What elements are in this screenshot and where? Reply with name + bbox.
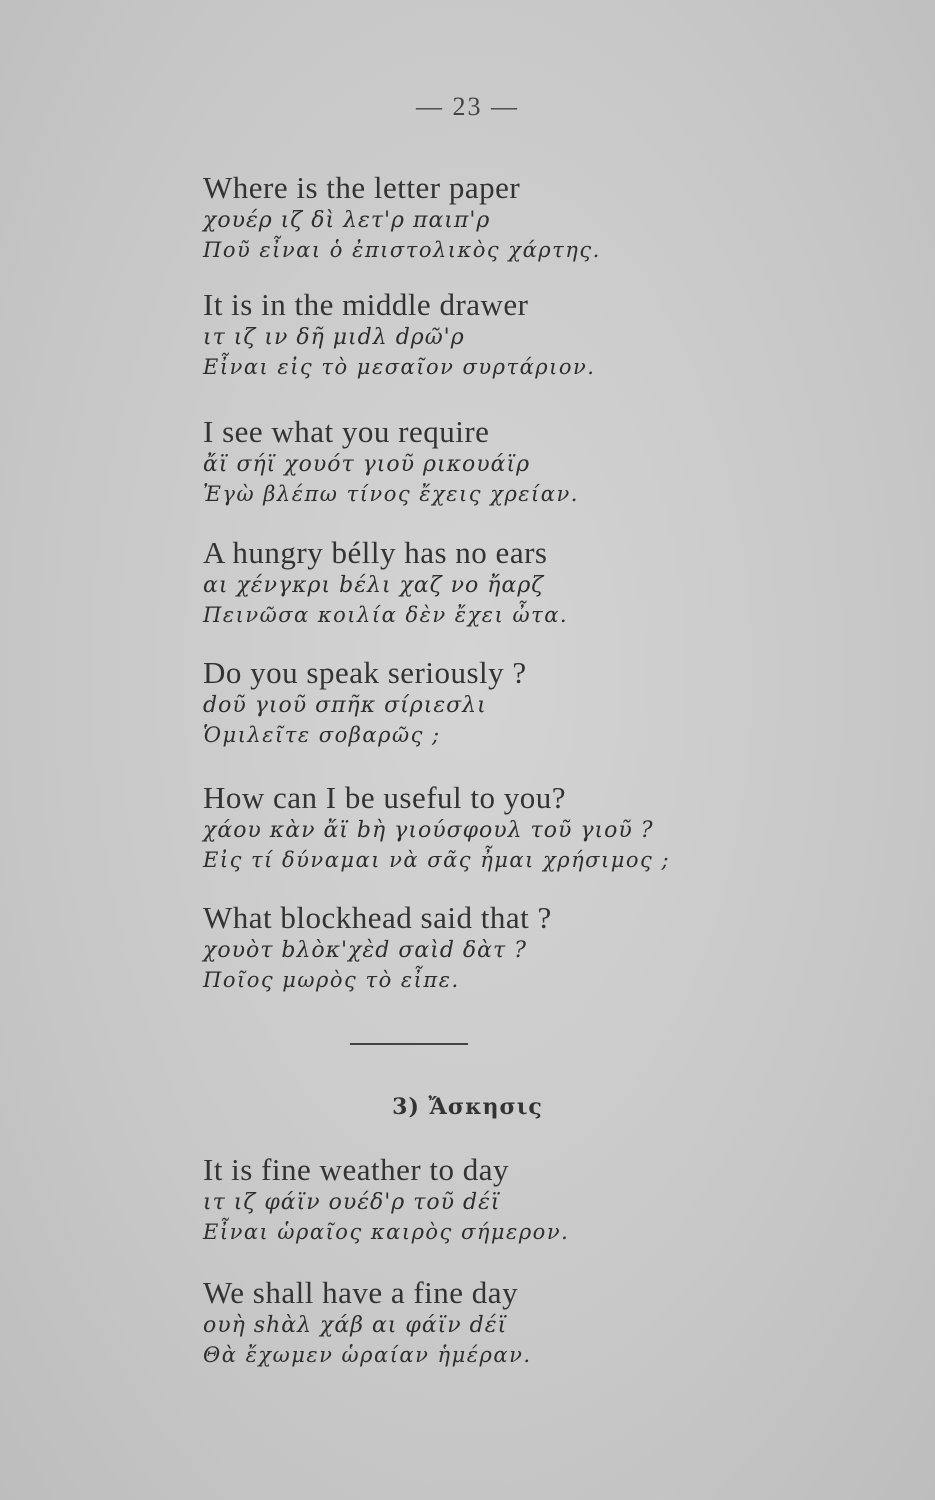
english-phrase: A hungry bélly has no ears [203,535,548,570]
english-phrase: I see what you require [203,414,490,449]
phrase-entry [203,170,663,264]
english-phrase: We shall have a fine day [203,1275,519,1310]
phrase-entry [203,655,663,749]
greek-translation: Ποῦ εἶναι ὁ ἐπιστολικὸς χάρτης. [203,238,601,262]
transliteration: dοῦ γιοῦ σπῆκ σίριεσλι [203,693,487,718]
greek-translation: Πεινῶσα κοιλία δὲν ἔχει ὦτα. [203,603,569,627]
phrase-entry [203,414,663,508]
greek-translation: Εἰς τί δύναμαι νὰ σᾶς ἦμαι χρήσιμος ; [203,848,671,872]
transliteration: ἄϊ σήϊ χουότ γιοῦ ρικουάϊρ [203,452,531,477]
transliteration: αι χένγκρι bέλι χαζ νο ἤαρζ [203,573,545,598]
greek-translation: Θὰ ἔχωμεν ὡραίαν ἡμέραν. [203,1343,532,1367]
greek-translation: Ποῖος μωρὸς τὸ εἶπε. [203,968,460,992]
section-divider [350,1043,468,1045]
phrase-entry [203,1275,663,1369]
section-heading: 3) Ἄσκησις [392,1094,543,1120]
english-phrase: What blockhead said that ? [203,900,552,935]
phrase-entry [203,535,663,629]
english-phrase: Do you speak seriously ? [203,655,527,690]
english-phrase: It is fine weather to day [203,1152,510,1187]
transliteration: χουέρ ιζ δὶ λετ'ρ παιπ'ρ [203,208,491,233]
transliteration: ουὴ shὰλ χάβ αι φάϊν dέϊ [203,1313,508,1338]
greek-translation: Ἐγὼ βλέπω τίνος ἔχεις χρείαν. [203,482,579,506]
english-phrase: It is in the middle drawer [203,287,529,322]
greek-translation: Ὁμιλεῖτε σοβαρῶς ; [203,723,441,747]
english-phrase: Where is the letter paper [203,170,521,205]
greek-translation: Εἶναι εἰς τὸ μεσαῖον συρτάριον. [203,355,596,379]
english-phrase: How can I be useful to you? [203,780,567,815]
phrase-entry [203,1152,663,1246]
phrase-entry [203,287,663,381]
phrase-entry [203,900,663,994]
transliteration: ιτ ιζ φάϊν ουέδ'ρ τοῦ dέϊ [203,1190,501,1215]
transliteration: χουὸτ bλὸκ'χὲd σαὶd δὰτ ? [203,938,527,963]
phrase-entry [203,780,671,874]
transliteration: ιτ ιζ ιν δῆ μιdλ dρῶ'ρ [203,325,465,350]
transliteration: χάου κὰν ἄϊ bὴ γιούσφουλ τοῦ γιοῦ ? [203,818,654,843]
greek-translation: Εἶναι ὡραῖος καιρὸς σήμερον. [203,1220,570,1244]
page-number: — 23 — [416,92,519,121]
